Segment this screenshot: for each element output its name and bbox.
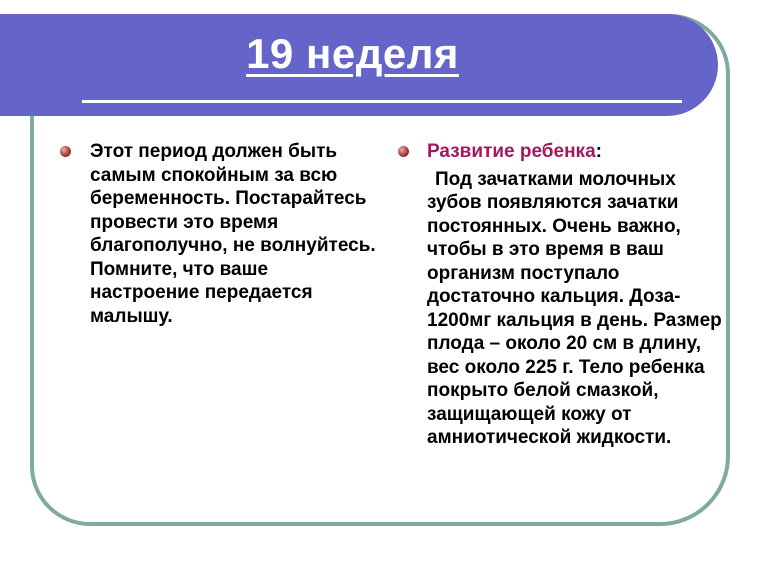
right-column-heading-line bbox=[427, 140, 727, 164]
left-column-text: Этот период должен быть самым спокойным за всю беременность. Постарайтесь провести это время благополучно, не волнуйтесь. Помните, что ваше настроение передается малышу. bbox=[90, 141, 376, 327]
heading-colon: : bbox=[595, 141, 602, 162]
slide-title: 19 неделя bbox=[246, 30, 459, 77]
right-column-heading: Развитие ребенка bbox=[427, 141, 596, 162]
right-column-text: Под зачатками молочных зубов появляются зачатки постоянных. Очень важно, чтобы в это время в ваш организм поступало достаточно кальция. Доза- 1200мг кальция в день. Размер плода – около 20 см в длину, вес около 225 г. Тело ребенка покрыто белой смазкой, защищающей кожу от амниотической жидкости. bbox=[427, 168, 722, 448]
title-underline-rule bbox=[82, 100, 682, 103]
bullet-icon bbox=[398, 146, 409, 157]
bullet-icon bbox=[60, 146, 71, 157]
right-column bbox=[427, 140, 727, 450]
